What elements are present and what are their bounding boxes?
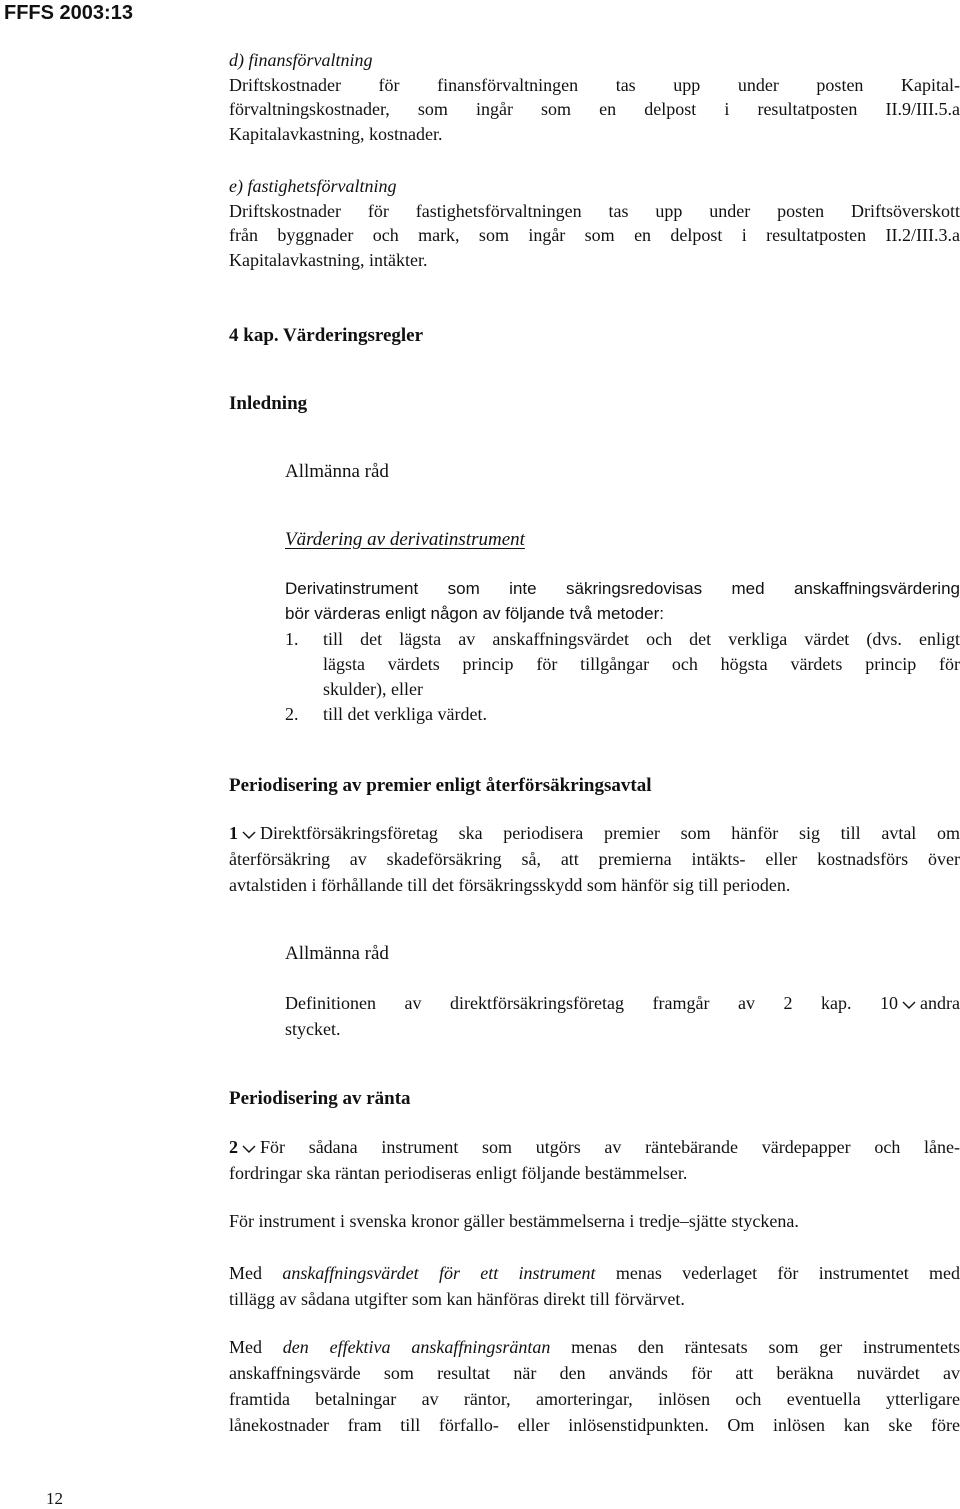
advice2-text — [285, 990, 960, 1042]
term-italic: den effektiva anskaffningsräntan — [282, 1337, 551, 1357]
section-d-line: förvaltningskostnader, som ingår som en delpost i resultatposten II.9/III.5.a — [229, 99, 960, 119]
paragraph-number: 2 — [229, 1137, 238, 1157]
general-advice-label: Allmänna råd — [285, 461, 389, 482]
premier-heading: Periodisering av premier enligt återförsäkringsavtal — [229, 775, 652, 796]
premier-line: 1 Direktförsäkringsföretag ska periodisera premier som hänför sig till avtal om — [229, 823, 960, 843]
list-line: skulder), eller — [323, 679, 423, 699]
section-d-title: d) finansförvaltning — [229, 50, 373, 70]
list-item — [285, 627, 960, 702]
ranta-heading: Periodisering av ränta — [229, 1088, 411, 1109]
section-e — [229, 174, 960, 272]
list-number: 2. — [285, 704, 299, 724]
advice1-intro — [285, 576, 960, 626]
ranta-line: framtida betalningar av räntor, amorteringar, inlösen och eventuella ytterligare — [229, 1389, 960, 1409]
list-line: lägsta värdets princip för tillgångar och högsta värdets princip för — [323, 654, 960, 674]
ranta-line: fordringar ska räntan periodiseras enligt följande bestämmelser. — [229, 1163, 688, 1183]
section-e-line: Driftskostnader för fastighetsförvaltningen tas upp under posten Driftsöverskott — [229, 200, 960, 221]
advice2-line: Definitionen av direktförsäkringsföretag framgår av 2 kap. 10 andra — [285, 993, 960, 1013]
premier-paragraph — [229, 820, 960, 898]
chapter-heading: 4 kap. Värderingsregler — [229, 325, 424, 346]
page-number: 12 — [46, 1489, 63, 1508]
section-e-title: e) fastighetsförvaltning — [229, 176, 397, 196]
list-line: till det verkliga värdet. — [323, 704, 487, 724]
ranta-line: Med anskaffningsvärdet för ett instrument menas vederlaget för instrumentet med — [229, 1263, 960, 1283]
premier-line: avtalstiden i förhållande till det försäkringsskydd som hänför sig till perioden. — [229, 875, 791, 895]
ranta-line: 2 För sådana instrument som utgörs av räntebärande värdepapper och låne- — [229, 1137, 960, 1157]
premier-line: återförsäkring av skadeförsäkring så, att premierna intäkts- eller kostnadsförs över — [229, 849, 960, 869]
advice2-line: stycket. — [285, 1019, 341, 1039]
ranta-line: anskaffningsvärde som resultat när den används för att beräkna nuvärdet av — [229, 1363, 960, 1383]
ranta-paragraph-4 — [229, 1334, 960, 1438]
ranta-paragraph-1 — [229, 1134, 960, 1186]
section-d-line: Driftskostnader för finansförvaltningen tas upp under posten Kapital- — [229, 74, 960, 95]
ranta-paragraph-3 — [229, 1260, 960, 1312]
general-advice-label: Allmänna råd — [285, 943, 389, 964]
paragraph-number: 1 — [229, 823, 238, 843]
section-mark-icon — [902, 1000, 916, 1010]
advice1-intro-line: Derivatinstrument som inte säkringsredovisas med anskaffningsvärdering — [285, 579, 960, 598]
term-italic: anskaffningsvärdet för ett instrument — [282, 1263, 596, 1283]
advice1-intro-line: bör värderas enligt någon av följande två metoder: — [285, 604, 664, 623]
inledning-heading: Inledning — [229, 393, 308, 414]
section-e-line: från byggnader och mark, som ingår som en delpost i resultatposten II.2/III.3.a — [229, 225, 960, 245]
section-mark-icon — [242, 1144, 256, 1154]
list-line: till det lägsta av anskaffningsvärdet och det verkliga värdet (dvs. enligt — [323, 629, 960, 649]
ranta-line: Med den effektiva anskaffningsräntan menas den räntesats som ger instrumentets — [229, 1337, 960, 1357]
section-d-line: Kapitalavkastning, kostnader. — [229, 123, 443, 144]
document-header: FFFS 2003:13 — [4, 2, 133, 24]
ranta-line: tillägg av sådana utgifter som kan hänföras direkt till förvärvet. — [229, 1289, 685, 1309]
ranta-line: lånekostnader fram till förfallo- eller inlösenstidpunkten. Om inlösen kan ske före — [229, 1415, 960, 1435]
section-d — [229, 48, 960, 146]
section-mark-icon — [242, 830, 256, 840]
advice-subheading: Värdering av derivatinstrument — [285, 529, 525, 550]
advice1-list — [285, 627, 960, 727]
list-item — [285, 702, 960, 727]
ranta-paragraph-2: För instrument i svenska kronor gäller bestämmelserna i tredje–sjätte styckena. — [229, 1211, 799, 1231]
list-number: 1. — [285, 629, 299, 649]
section-e-line: Kapitalavkastning, intäkter. — [229, 249, 428, 270]
